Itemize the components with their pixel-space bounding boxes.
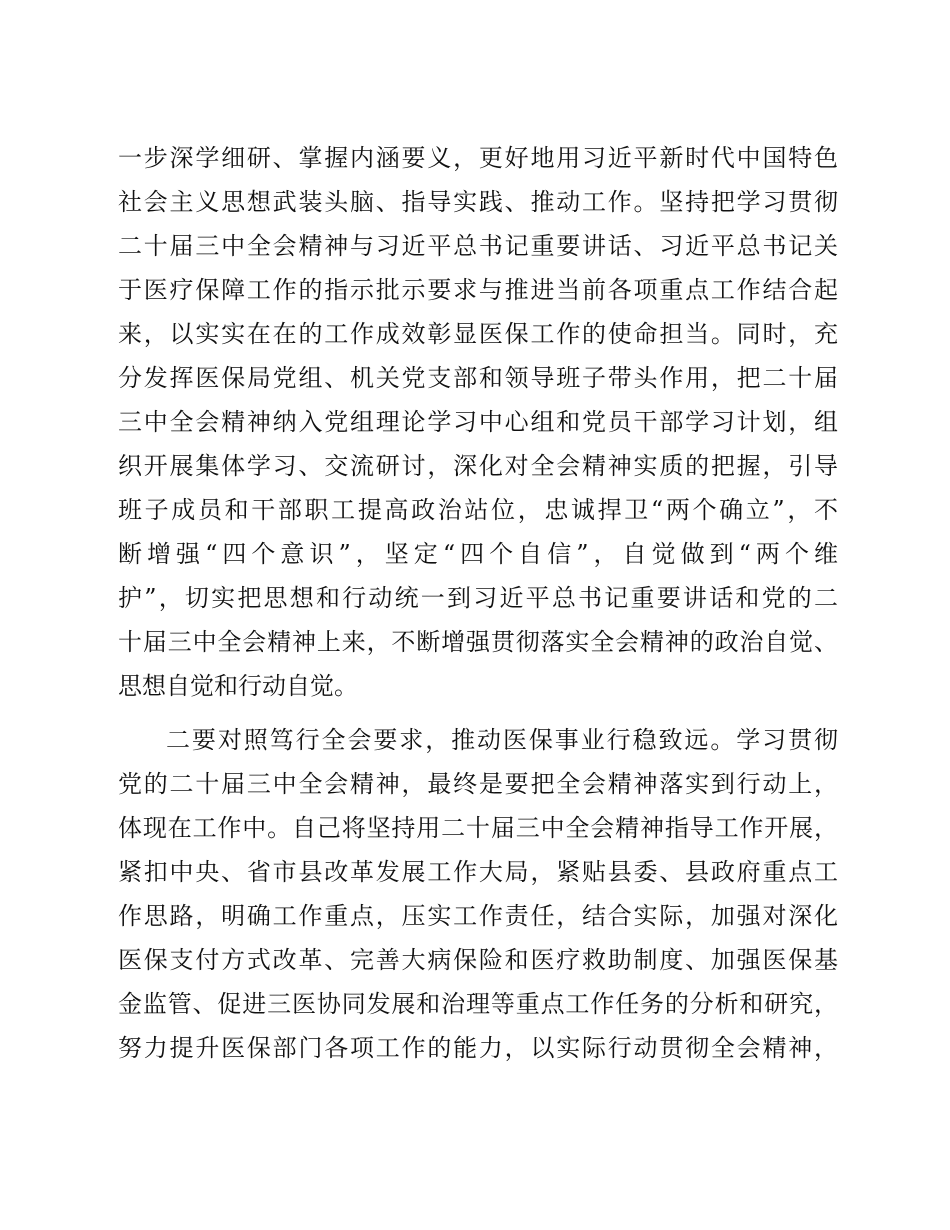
- paragraph-2-line-8: 努力提升医保部门各项工作的能力，以实际行动贯彻全会精神，: [118, 1034, 838, 1062]
- paragraph-1-line-2: 社会主义思想武装头脑、指导实践、推动工作。坚持把学习贯彻: [118, 188, 838, 216]
- paragraph-1-line-8: 织开展集体学习、交流研讨，深化对全会精神实质的把握，引导: [118, 452, 838, 480]
- paragraph-1-line-6: 分发挥医保局党组、机关党支部和领导班子带头作用，把二十届: [118, 364, 838, 392]
- paragraph-2-line-5: 作思路，明确工作重点，压实工作责任，结合实际，加强对深化: [118, 902, 838, 930]
- paragraph-2-line-7: 金监管、促进三医协同发展和治理等重点工作任务的分析和研究，: [118, 990, 838, 1018]
- paragraph-2-line-1: 二要对照笃行全会要求，推动医保事业行稳致远。学习贯彻: [166, 726, 838, 754]
- paragraph-1-line-9: 班子成员和干部职工提高政治站位，忠诚捍卫“两个确立”，不: [118, 496, 838, 524]
- paragraph-1-line-7: 三中全会精神纳入党组理论学习中心组和党员干部学习计划，组: [118, 408, 838, 436]
- paragraph-2-line-4: 紧扣中央、省市县改革发展工作大局，紧贴县委、县政府重点工: [118, 858, 838, 886]
- paragraph-1-line-11: 护”，切实把思想和行动统一到习近平总书记重要讲话和党的二: [118, 584, 838, 612]
- paragraph-1-line-12: 十届三中全会精神上来，不断增强贯彻落实全会精神的政治自觉、: [118, 628, 838, 656]
- paragraph-2-line-2: 党的二十届三中全会精神，最终是要把全会精神落实到行动上，: [118, 770, 838, 798]
- paragraph-1-line-13: 思想自觉和行动自觉。: [118, 672, 358, 700]
- paragraph-2-line-6: 医保支付方式改革、完善大病保险和医疗救助制度、加强医保基: [118, 946, 838, 974]
- paragraph-1-line-3: 二十届三中全会精神与习近平总书记重要讲话、习近平总书记关: [118, 232, 838, 260]
- paragraph-2-line-3: 体现在工作中。自己将坚持用二十届三中全会精神指导工作开展，: [118, 814, 838, 842]
- paragraph-1-line-4: 于医疗保障工作的指示批示要求与推进当前各项重点工作结合起: [118, 276, 838, 304]
- paragraph-1-line-5: 来，以实实在在的工作成效彰显医保工作的使命担当。同时，充: [118, 320, 838, 348]
- paragraph-1-line-1: 一步深学细研、掌握内涵要义，更好地用习近平新时代中国特色: [118, 144, 838, 172]
- paragraph-1-line-10: 断增强“四个意识”，坚定“四个自信”，自觉做到“两个维: [118, 540, 838, 568]
